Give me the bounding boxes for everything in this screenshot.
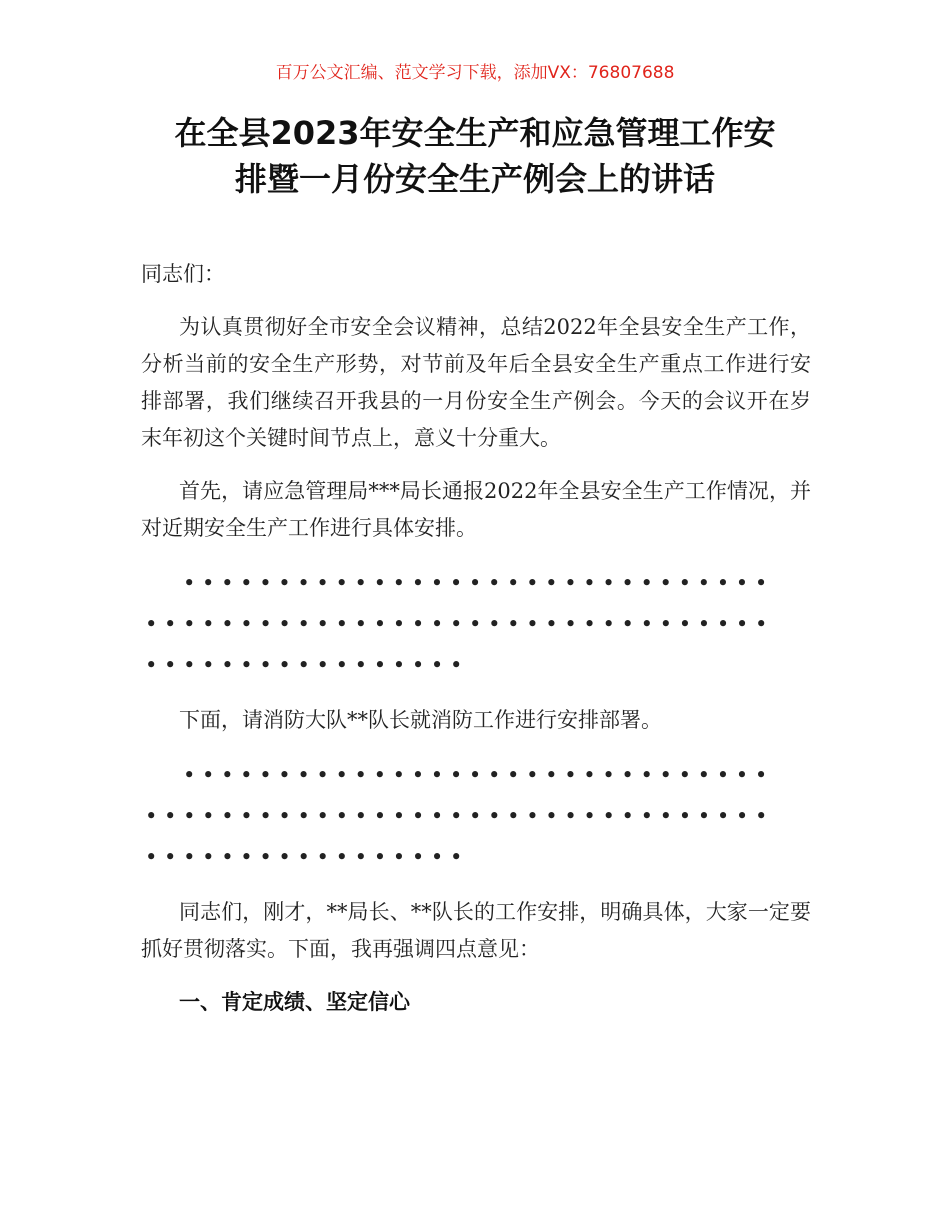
ellipsis-line: • • • • • • • • • • • • • • • • • • • • • • • • • • • • • • • — [183, 763, 768, 787]
section-heading-1: 一、肯定成绩、坚定信心 — [179, 990, 410, 1014]
title-line-1: 在全县2023年安全生产和应急管理工作安 — [174, 114, 776, 152]
paragraph-first-report: 首先，请应急管理局***局长通报2022年全县安全生产工作情况，并对近期安全生产工作进行具体安排。 — [141, 479, 811, 540]
salutation: 同志们： — [141, 262, 225, 286]
ellipsis-line: • • • • • • • • • • • • • • • • • — [145, 653, 463, 677]
ellipsis-block-2 — [141, 755, 811, 878]
ellipsis-line: • • • • • • • • • • • • • • • • • • • • • • • • • • • • • • • • • — [145, 804, 768, 828]
watermark-text: 百万公文汇编、范文学习下载，添加VX：76807688 — [275, 63, 675, 83]
ellipsis-line: • • • • • • • • • • • • • • • • • • • • • • • • • • • • • • • • • — [145, 612, 768, 636]
paragraph-intro: 为认真贯彻好全市安全会议精神，总结2022年全县安全生产工作，分析当前的安全生产形势，对节前及年后全县安全生产重点工作进行安排部署，我们继续召开我县的一月份安全生产例会。今天的会议开在岁末年初这个关键时间节点上，意义十分重大。 — [141, 315, 811, 450]
paragraph-transition: 同志们，刚才，**局长、**队长的工作安排，明确具体，大家一定要抓好贯彻落实。下面，我再强调四点意见： — [141, 900, 811, 961]
paragraph-fire-report: 下面，请消防大队**队长就消防工作进行安排部署。 — [179, 708, 662, 732]
ellipsis-line: • • • • • • • • • • • • • • • • • • • • • • • • • • • • • • • — [183, 571, 768, 595]
ellipsis-block-1 — [141, 563, 811, 686]
document-title — [95, 110, 855, 202]
document-body — [141, 256, 811, 1021]
ellipsis-line: • • • • • • • • • • • • • • • • • — [145, 845, 463, 869]
title-line-2: 排暨一月份安全生产例会上的讲话 — [234, 160, 715, 198]
